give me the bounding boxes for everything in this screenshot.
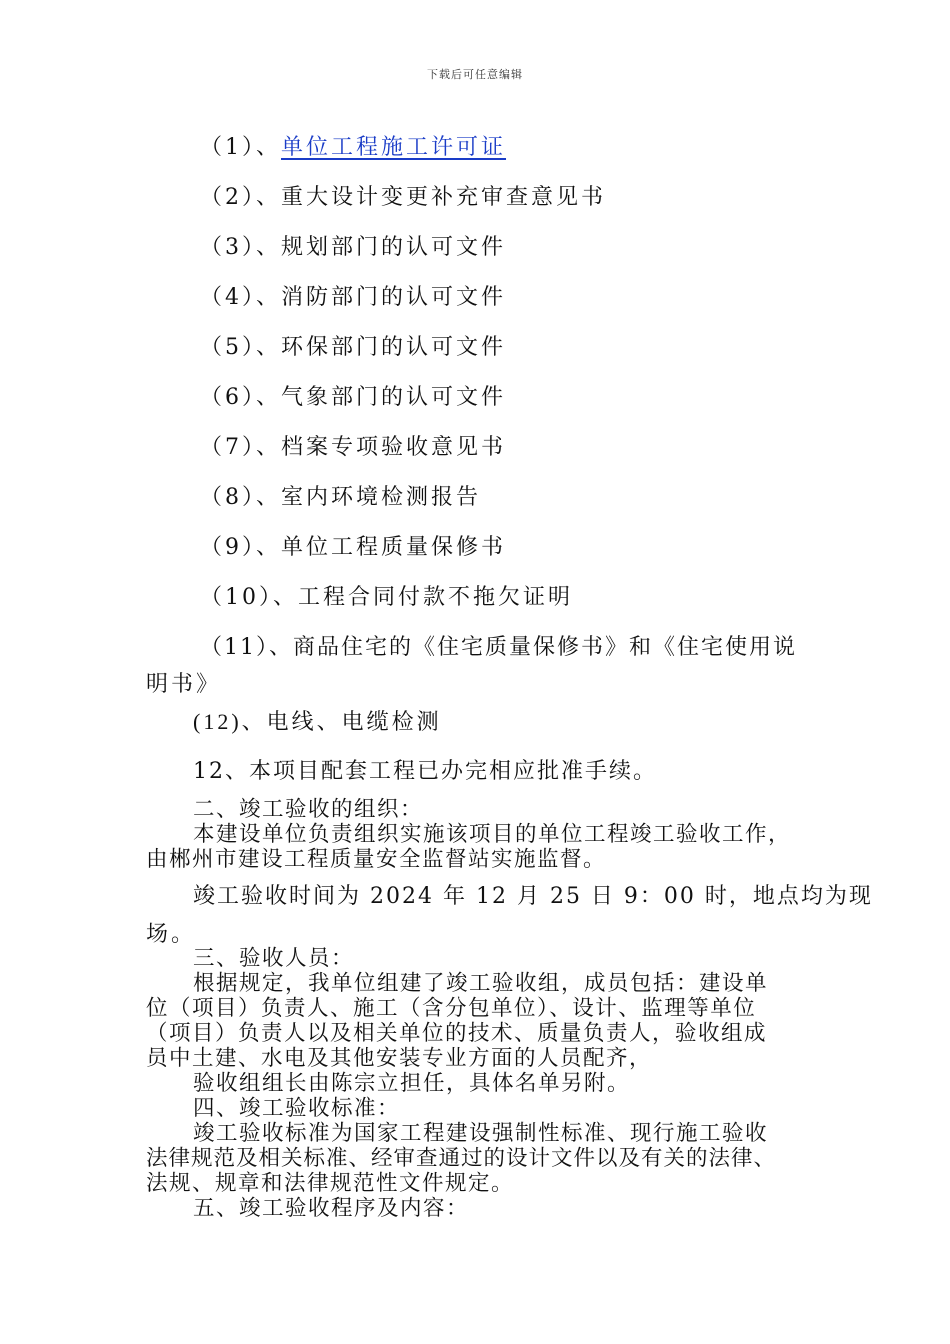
list-item-prefix: （6）、 — [200, 385, 281, 410]
list-item-prefix: （8）、 — [200, 485, 281, 510]
item-12-statement: 12、本项目配套工程已办完相应批准手续。 — [193, 759, 657, 784]
list-item-text: 单位工程质量保修书 — [281, 535, 507, 560]
list-item-prefix: （3）、 — [200, 235, 281, 260]
section-3-para: 员中土建、水电及其他安装专业方面的人员配齐， — [146, 1046, 653, 1071]
list-item-prefix: （11）、 — [200, 635, 293, 660]
list-item-text: 消防部门的认可文件 — [281, 285, 507, 310]
list-item — [200, 635, 797, 661]
list-item-text: 气象部门的认可文件 — [281, 385, 507, 410]
list-item-prefix: （9）、 — [200, 535, 281, 560]
list-item-prefix: （7）、 — [200, 435, 281, 460]
list-item-text: 工程合同付款不拖欠证明 — [298, 585, 574, 610]
list-item — [193, 709, 442, 735]
list-item — [200, 335, 506, 361]
list-item-prefix: (12)、 — [193, 709, 267, 734]
section-3-heading: 三、验收人员： — [193, 946, 355, 971]
list-item-text: 商品住宅的《住宅质量保修书》和《住宅使用说 — [293, 635, 798, 660]
section-3-para: （项目）负责人以及相关单位的技术、质量负责人，验收组成 — [146, 1021, 768, 1046]
section-4-para: 法律规范及相关标准、经审查通过的设计文件以及有关的法律、 — [146, 1146, 777, 1171]
section-5-heading: 五、竣工验收程序及内容： — [193, 1196, 470, 1221]
list-item — [200, 185, 606, 211]
section-4-para: 法规、规章和法律规范性文件规定。 — [146, 1171, 515, 1196]
list-item-continuation: 明书》 — [146, 672, 222, 697]
list-item-prefix: （10）、 — [200, 585, 298, 610]
list-item-text: 规划部门的认可文件 — [281, 235, 507, 260]
list-item — [200, 385, 506, 411]
header-note: 下载后可任意编辑 — [427, 68, 523, 81]
section-3-para: 位（项目）负责人、施工（含分包单位）、设计、监理等单位 — [146, 996, 757, 1021]
list-item — [200, 585, 573, 611]
list-item — [200, 435, 506, 461]
section-3-para: 根据规定，我单位组建了竣工验收组，成员包括：建设单 — [193, 971, 769, 996]
permit-link[interactable]: 单位工程施工许可证 — [281, 135, 507, 160]
list-item-text: 重大设计变更补充审查意见书 — [281, 185, 607, 210]
list-item-prefix: （1）、 — [200, 135, 281, 160]
list-item — [200, 285, 506, 311]
section-4-heading: 四、竣工验收标准： — [193, 1096, 401, 1121]
list-item-prefix: （2）、 — [200, 185, 281, 210]
list-item-prefix: （4）、 — [200, 285, 281, 310]
list-item — [200, 535, 506, 561]
acceptance-time: 竣工验收时间为 2024 年 12 月 25 日 9：00 时，地点均为现 — [193, 884, 873, 909]
list-item-text: 室内环境检测报告 — [281, 485, 482, 510]
list-item — [200, 485, 481, 511]
list-item-text: 档案专项验收意见书 — [281, 435, 507, 460]
list-item-text: 环保部门的认可文件 — [281, 335, 507, 360]
section-3-para: 验收组组长由陈宗立担任，具体名单另附。 — [193, 1071, 631, 1096]
section-2-para: 本建设单位负责组织实施该项目的单位工程竣工验收工作， — [193, 822, 792, 847]
list-item-prefix: （5）、 — [200, 335, 281, 360]
acceptance-time: 场。 — [146, 922, 197, 947]
list-item — [200, 235, 506, 261]
section-2-para: 由郴州市建设工程质量安全监督站实施监督。 — [146, 847, 607, 872]
section-4-para: 竣工验收标准为国家工程建设强制性标准、现行施工验收 — [193, 1121, 769, 1146]
list-item-text: 电线、电缆检测 — [266, 709, 442, 734]
section-2-heading: 二、竣工验收的组织： — [193, 797, 424, 822]
list-item — [200, 135, 506, 161]
